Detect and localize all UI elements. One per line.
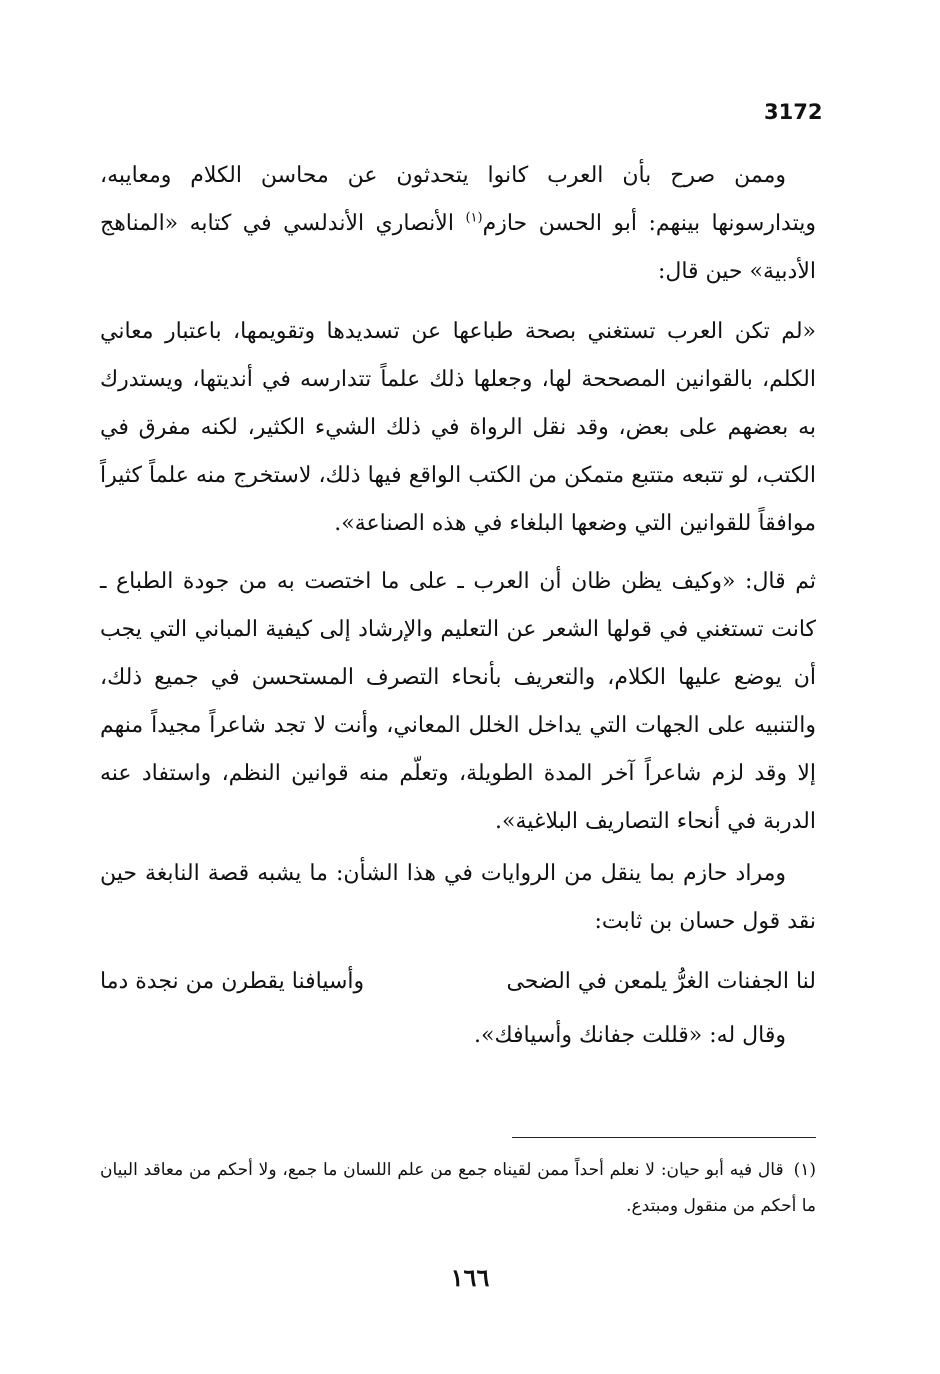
page-number: ١٦٦ bbox=[450, 1263, 490, 1292]
intro-text-rest: الأنصاري الأندلسي في كتابه «المناهج الأدبية» حين قال: bbox=[100, 211, 816, 284]
paragraph-intro bbox=[100, 152, 816, 296]
footnote bbox=[100, 1152, 816, 1224]
paragraph-reply: وقال له: «قللت جفانك وأسيافك». bbox=[474, 1023, 786, 1048]
page-id: 3172 bbox=[764, 100, 823, 124]
footnote-reference: (١) bbox=[465, 210, 483, 226]
verse-first-hemistich: لنا الجفنات الغرُّ يلمعن في الضحى bbox=[506, 969, 816, 994]
paragraph-murad: ومراد حازم بما ينقل من الروايات في هذا الشأن: ما يشبه قصة النابغة حين نقد قول حسان بن ثابت: bbox=[100, 861, 816, 934]
poetry-verse bbox=[100, 958, 816, 1006]
body-text bbox=[100, 152, 816, 1060]
intro-text: وممن صرح بأن العرب كانوا يتحدثون عن محاسن الكلام ومعايبه، ويتدارسونها بينهم: أبو الحسن حازم bbox=[100, 163, 816, 236]
footnote-divider bbox=[512, 1137, 816, 1138]
footnote-text: قال فيه أبو حيان: لا نعلم أحداً ممن لقيناه جمع من علم اللسان ما جمع، ولا أحكم من معاقد البيان ما أحكم من منقول ومبتدع. bbox=[100, 1160, 816, 1216]
paragraph-quote-1: «لم تكن العرب تستغني بصحة طباعها عن تسديدها وتقويمها، باعتبار معاني الكلم، بالقوانين المصححة لها، وجعلها ذلك علماً تتدارسه في أنديتها، ويستدرك به بعضهم على بعض، وقد نقل الرواة في ذلك الشيء الكثير، لكنه مفرق في الكتب، لو تتبعه متتبع متمكن من الكتب الواقع فيها ذلك، لاستخرج منه علماً كثيراً موافقاً للقوانين التي وضعها البلغاء في هذه الصناعة». bbox=[100, 319, 816, 536]
footnote-number: (١) bbox=[793, 1160, 816, 1180]
paragraph-quote-2: ثم قال: «وكيف يظن ظان أن العرب ـ على ما اختصت به من جودة الطباع ـ كانت تستغني في قولها الشعر عن التعليم والإرشاد إلى كيفية المباني التي يجب أن يوضع عليها الكلام، والتعريف بأنحاء التصرف المستحسن في جميع ذلك، والتنبيه على الجهات التي يداخل الخلل المعاني، وأنت لا تجد شاعراً مجيداً منهم إلا وقد لزم شاعراً آخر المدة الطويلة، وتعلّم منه قوانين النظم، واستفاد عنه الدربة في أنحاء التصاريف البلاغية». bbox=[100, 569, 816, 834]
verse-second-hemistich: وأسيافنا يقطرن من نجدة دما bbox=[100, 969, 365, 994]
